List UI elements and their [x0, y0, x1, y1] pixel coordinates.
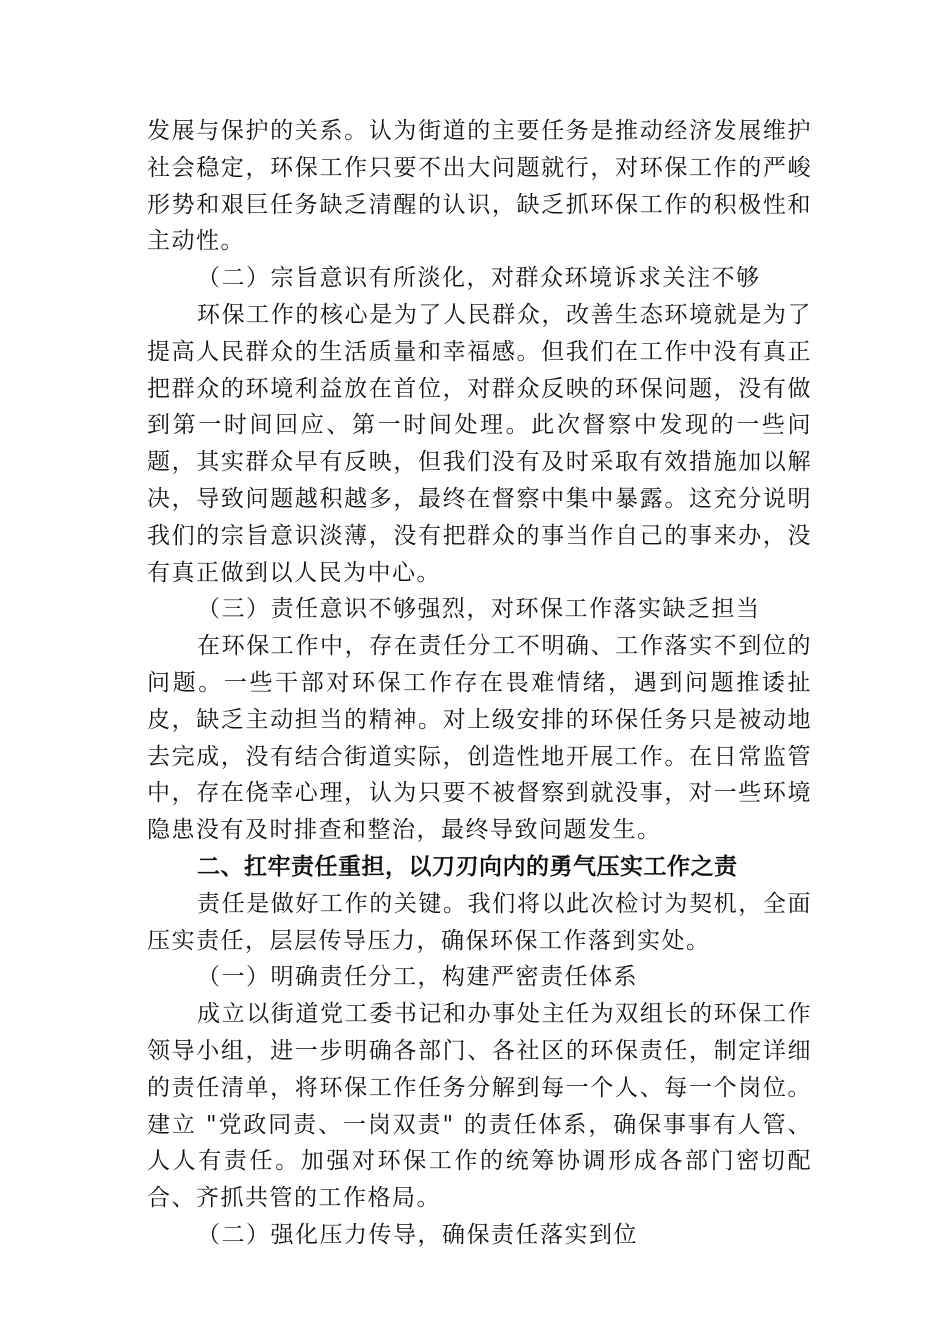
paragraph: 成立以街道党工委书记和办事处主任为双组长的环保工作领导小组，进一步明确各部门、各社区的环保责任，制定详细的责任清单，将环保工作任务分解到每一个人、每一个岗位。建立 "党政同责、一岗双责" 的责任体系，确保事事有人管、人人有责任。加强对环保工作的统筹协调形成各部门密切配合、齐抓共管的工作格局。: [147, 1001, 812, 1212]
subsection-heading: （二）强化压力传导，确保责任落实到位: [197, 1221, 638, 1248]
document-body: [147, 113, 812, 1254]
paragraph: 在环保工作中，存在责任分工不明确、工作落实不到位的问题。一些干部对环保工作存在畏难情绪，遇到问题推诿扯皮，缺乏主动担当的精神。对上级安排的环保任务只是被动地去完成，没有结合街道实际，创造性地开展工作。在日常监管中，存在侥幸心理，认为只要不被督察到就没事，对一些环境隐患没有及时排查和整治，最终导致问题发生。: [147, 633, 812, 844]
subsection-heading: （二）宗旨意识有所淡化，对群众环境诉求关注不够: [197, 265, 761, 292]
subsection-heading: （三）责任意识不够强烈，对环保工作落实缺乏担当: [197, 596, 761, 623]
paragraph: 责任是做好工作的关键。我们将以此次检讨为契机，全面压实责任，层层传导压力，确保环保工作落到实处。: [147, 890, 812, 954]
paragraph: 环保工作的核心是为了人民群众，改善生态环境就是为了提高人民群众的生活质量和幸福感。但我们在工作中没有真正把群众的环境利益放在首位，对群众反映的环保问题，没有做到第一时间回应、第一时间处理。此次督察中发现的一些问题，其实群众早有反映，但我们没有及时采取有效措施加以解决，导致问题越积越多，最终在督察中集中暴露。这充分说明我们的宗旨意识淡薄，没有把群众的事当作自己的事来办，没有真正做到以人民为中心。: [147, 301, 812, 586]
subsection-heading: （一）明确责任分工，构建严密责任体系: [197, 964, 638, 991]
section-heading: 二、扛牢责任重担，以刀刃向内的勇气压实工作之责: [197, 853, 738, 880]
paragraph: 发展与保护的关系。认为街道的主要任务是推动经济发展维护社会稳定，环保工作只要不出大问题就行，对环保工作的严峻形势和艰巨任务缺乏清醒的认识，缺乏抓环保工作的积极性和主动性。: [147, 118, 812, 255]
